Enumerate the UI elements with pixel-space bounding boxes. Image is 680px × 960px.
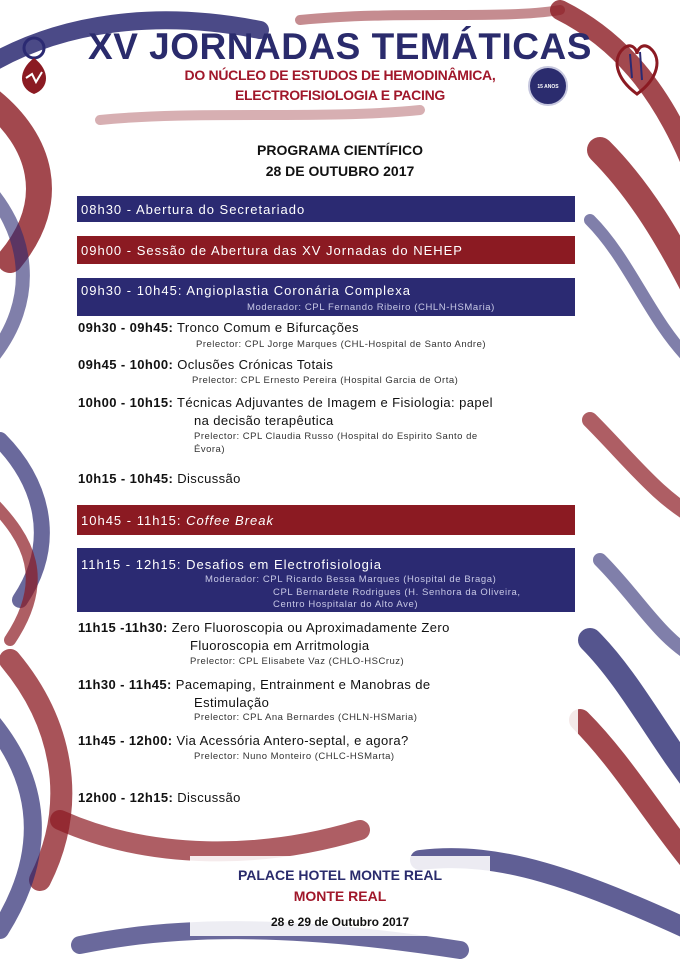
- session-bar-secretariat: [77, 196, 575, 222]
- session-bar-coffee-break: [77, 505, 575, 535]
- badge-text: 15 ANOS: [537, 84, 559, 90]
- session-opening-label: 09h00 - Sessão de Abertura das XV Jornadas do NEHEP: [81, 243, 463, 258]
- session-secretariat-label: 08h30 - Abertura do Secretariado: [81, 202, 306, 217]
- nehep-logo: [8, 30, 60, 100]
- item-topic: Técnicas Adjuvantes de Imagem e Fisiologia: papel: [177, 395, 493, 410]
- list-item: [78, 619, 450, 636]
- item-time: 11h45 - 12h00:: [78, 733, 173, 748]
- venue-city: MONTE REAL: [293, 888, 387, 904]
- coffee-break-text: Coffee Break: [186, 513, 274, 528]
- session-electrophysiology-moderator3: Centro Hospitalar do Alto Ave): [273, 599, 419, 610]
- coffee-break-time: 10h45 - 11h15:: [81, 513, 182, 528]
- item-time: 09h45 - 10h00:: [78, 357, 174, 372]
- item-topic-continued: Fluoroscopia em Arritmologia: [190, 638, 370, 653]
- item-time: 12h00 - 12h15:: [78, 790, 174, 805]
- item-topic-continued: na decisão terapêutica: [194, 413, 334, 428]
- session-electrophysiology-moderator2: CPL Bernardete Rodrigues (H. Senhora da Oliveira,: [273, 587, 521, 598]
- event-subtitle-line1: DO NÚCLEO DE ESTUDOS DE HEMODINÂMICA,: [184, 67, 496, 83]
- session-bar-electrophysiology: [77, 548, 575, 612]
- item-topic: Tronco Comum e Bifurcações: [177, 320, 359, 335]
- heart-logo: [610, 34, 664, 98]
- item-speaker: Prelector: CPL Ana Bernardes (CHLN-HSMaria): [194, 712, 418, 723]
- list-item: [78, 394, 493, 411]
- item-speaker-continued: Évora): [194, 444, 225, 455]
- item-speaker: Prelector: CPL Ernesto Pereira (Hospital Garcia de Orta): [192, 375, 459, 386]
- item-time: 11h30 - 11h45:: [78, 677, 172, 692]
- session-angioplasty-title: 09h30 - 10h45: Angioplastia Coronária Complexa: [81, 283, 412, 298]
- item-topic: Zero Fluoroscopia ou Aproximadamente Zero: [171, 620, 450, 635]
- program-heading: PROGRAMA CIENTÍFICO: [257, 142, 423, 158]
- item-speaker: Prelector: CPL Jorge Marques (CHL-Hospital de Santo Andre): [196, 339, 487, 350]
- program-date: 28 DE OUTUBRO 2017: [265, 163, 415, 179]
- session-bar-angioplasty: [77, 278, 575, 316]
- event-subtitle-line2: ELECTROFISIOLOGIA E PACING: [235, 87, 445, 103]
- event-title: XV JORNADAS TEMÁTICAS: [88, 26, 592, 67]
- item-speaker: Prelector: CPL Elisabete Vaz (CHLO-HSCruz): [190, 656, 405, 667]
- item-time: 10h15 - 10h45:: [78, 471, 174, 486]
- list-item: [78, 732, 409, 749]
- item-topic: Oclusões Crónicas Totais: [177, 357, 334, 372]
- item-topic: Discussão: [177, 471, 241, 486]
- session-electrophysiology-moderator1: Moderador: CPL Ricardo Bessa Marques (Hospital de Braga): [205, 574, 497, 585]
- item-topic: Via Acessória Antero-septal, e agora?: [176, 733, 409, 748]
- session-angioplasty-moderator: Moderador: CPL Fernando Ribeiro (CHLN-HSMaria): [247, 302, 495, 313]
- item-speaker: Prelector: Nuno Monteiro (CHLC-HSMarta): [194, 751, 395, 762]
- list-item: [78, 356, 333, 373]
- list-item: [78, 470, 241, 487]
- venue-name: PALACE HOTEL MONTE REAL: [237, 867, 443, 883]
- event-dates: 28 e 29 de Outubro 2017: [270, 915, 410, 929]
- item-speaker: Prelector: CPL Claudia Russo (Hospital do Espirito Santo de: [194, 431, 478, 442]
- item-topic-continued: Estimulação: [194, 695, 270, 710]
- coffee-break-label: [81, 513, 274, 528]
- item-time: 11h15 -11h30:: [78, 620, 168, 635]
- item-time: 10h00 - 10h15:: [78, 395, 174, 410]
- session-bar-opening: [77, 236, 575, 264]
- item-topic: Discussão: [177, 790, 241, 805]
- session-electrophysiology-title: 11h15 - 12h15: Desafios em Electrofisiologia: [81, 557, 383, 572]
- item-topic: Pacemaping, Entrainment e Manobras de: [175, 677, 431, 692]
- list-item: [78, 676, 431, 693]
- list-item: [78, 319, 359, 336]
- list-item: [78, 789, 241, 806]
- item-time: 09h30 - 09h45:: [78, 320, 174, 335]
